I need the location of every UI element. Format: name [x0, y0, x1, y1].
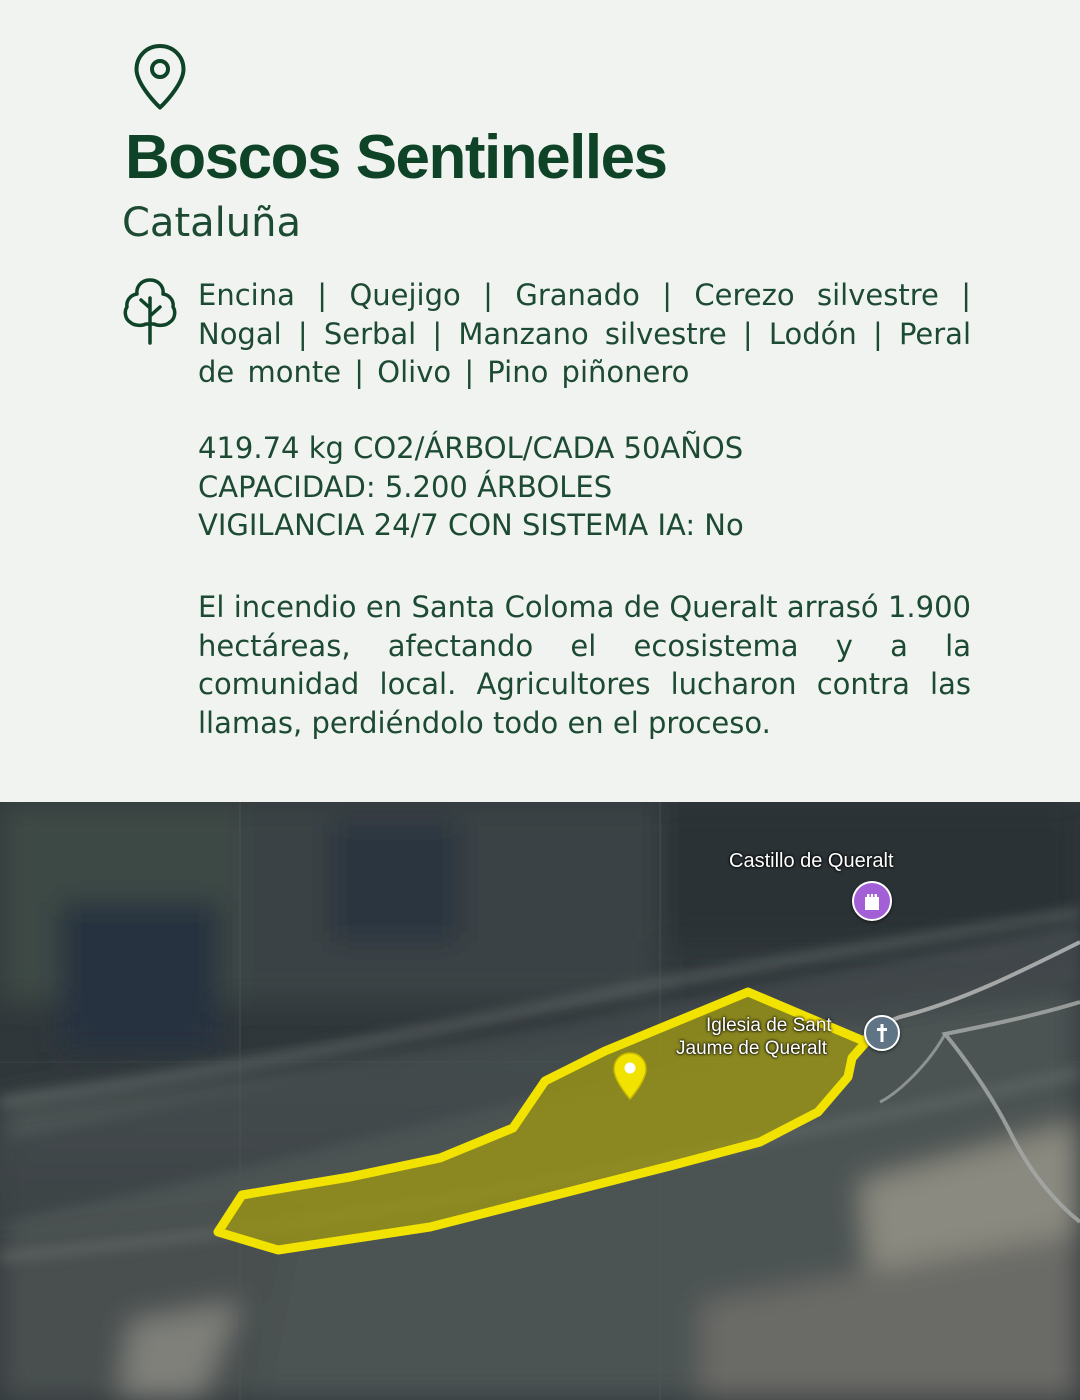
page-title: Boscos Sentinelles: [125, 123, 667, 192]
castle-marker[interactable]: [852, 881, 892, 921]
church-label-line1: Iglesia de Sant: [706, 1015, 832, 1036]
location-pin-icon: [133, 43, 187, 111]
co2-stat: 419.74 kg CO2/ÁRBOL/CADA 50AÑOS: [198, 431, 744, 465]
satellite-map[interactable]: [0, 802, 1080, 1400]
surveillance-stat: VIGILANCIA 24/7 CON SISTEMA IA: No: [198, 508, 744, 542]
church-label-line2: Jaume de Queralt: [676, 1038, 828, 1059]
location-marker-icon[interactable]: [612, 1051, 648, 1101]
church-marker[interactable]: [864, 1015, 900, 1051]
map-canvas: [0, 802, 1080, 1400]
tree-icon: [122, 276, 178, 346]
stats-block: [198, 429, 971, 545]
species-list: Encina | Quejigo | Granado | Cerezo silvestre | Nogal | Serbal | Manzano silvestre | Lodón | Peral de monte | Olivo | Pino piñonero: [198, 278, 971, 389]
description-text: El incendio en Santa Coloma de Queralt arrasó 1.900 hectáreas, afectando el ecosistema y a la comunidad local. Agricultores lucharon contra las llamas, perdiéndolo todo en el proceso.: [198, 590, 971, 740]
church-label[interactable]: [676, 1014, 832, 1060]
capacity-stat: CAPACIDAD: 5.200 ÁRBOLES: [198, 469, 613, 504]
castle-icon: [854, 883, 890, 919]
castle-label[interactable]: Castillo de Queralt: [729, 850, 894, 872]
church-cross-icon: [866, 1017, 898, 1049]
region-subtitle: Cataluña: [122, 200, 301, 246]
